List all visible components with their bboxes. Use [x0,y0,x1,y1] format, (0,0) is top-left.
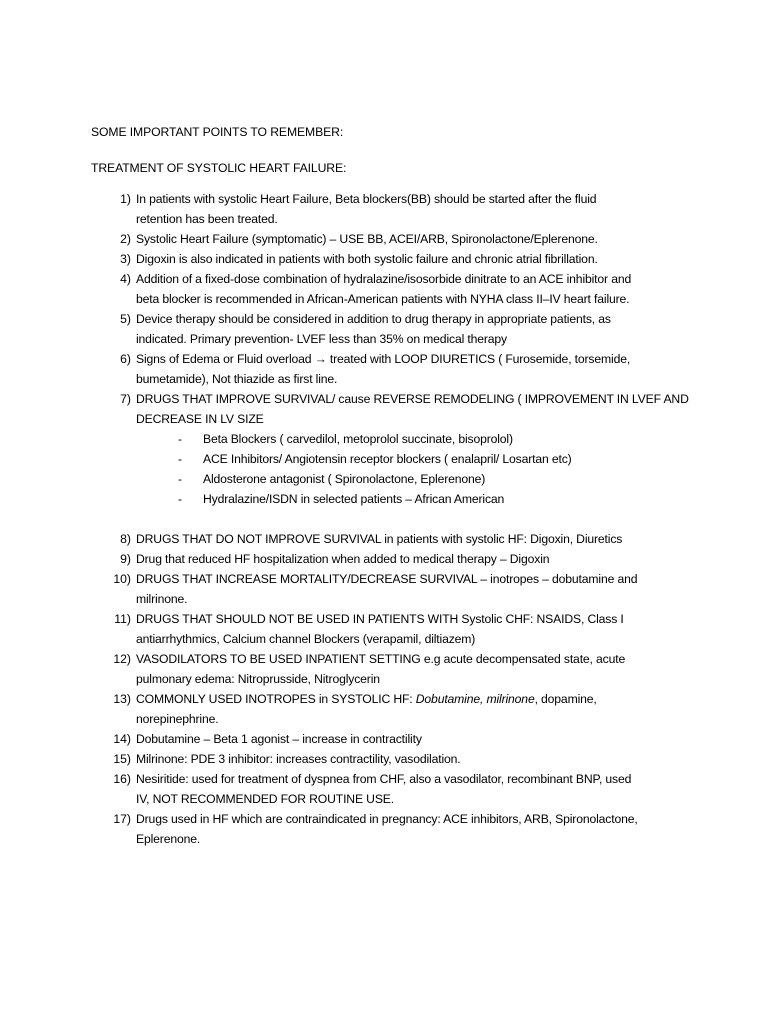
list-number: 1) [120,192,131,206]
list-item-line: DRUGS THAT IMPROVE SURVIVAL/ cause REVERSE REMODELING ( IMPROVEMENT IN LVEF AND [136,392,689,406]
list-item-line: Addition of a fixed-dose combination of hydralazine/isosorbide dinitrate to an ACE inhibitor and [136,272,632,286]
list-item-line: Nesiritide: used for treatment of dyspnea from CHF, also a vasodilator, recombinant BNP, used [136,772,632,786]
list-item-line: norepinephrine. [136,712,219,726]
list-item-line: Milrinone: PDE 3 inhibitor: increases contractility, vasodilation. [136,752,461,766]
list-item-line: antiarrhythmics, Calcium channel Blockers (verapamil, diltiazem) [136,632,476,646]
list-number: 2) [120,232,131,246]
list-item-line: bumetamide), Not thiazide as first line. [136,372,338,386]
section-title: TREATMENT OF SYSTOLIC HEART FAILURE: [91,161,347,175]
list-item-line: DRUGS THAT INCREASE MORTALITY/DECREASE SURVIVAL – inotropes – dobutamine and [136,572,638,586]
list-item-line: Drug that reduced HF hospitalization when added to medical therapy – Digoxin [136,552,550,566]
sub-list-item: Aldosterone antagonist ( Spironolactone, Eplerenone) [203,472,486,486]
list-item-line: Drugs used in HF which are contraindicated in pregnancy: ACE inhibitors, ARB, Spironolactone, [136,812,638,826]
list-number: 6) [120,352,131,366]
list-number: 15) [113,752,131,766]
list-item-line: IV, NOT RECOMMENDED FOR ROUTINE USE. [136,792,395,806]
list-number: 17) [113,812,131,826]
list-number: 12) [113,652,131,666]
list-number: 9) [120,552,131,566]
sub-list-item: Hydralazine/ISDN in selected patients – African American [203,492,505,506]
list-item-tail: , dopamine, [534,692,597,706]
bullet-dash: - [178,432,183,446]
list-number: 8) [120,532,131,546]
list-item-line: pulmonary edema: Nitroprusside, Nitroglycerin [136,672,380,686]
list-number: 10) [113,572,131,586]
list-item-line: Signs of Edema or Fluid overload → treated with LOOP DIURETICS ( Furosemide, torsemide, [136,352,631,366]
list-number: 13) [113,692,131,706]
list-item-line: VASODILATORS TO BE USED INPATIENT SETTING e.g acute decompensated state, acute [136,652,626,666]
italic-drug-names: Dobutamine, milrinone [415,692,535,706]
list-item-line: indicated. Primary prevention- LVEF less than 35% on medical therapy [136,332,507,346]
list-item-line: Dobutamine – Beta 1 agonist – increase in contractility [136,732,422,746]
list-item-line: DRUGS THAT DO NOT IMPROVE SURVIVAL in patients with systolic HF: Digoxin, Diuretics [136,532,623,546]
list-number: 3) [120,252,131,266]
bullet-dash: - [178,472,183,486]
sub-list-item: ACE Inhibitors/ Angiotensin receptor blockers ( enalapril/ Losartan etc) [203,452,572,466]
list-number: 11) [114,612,131,626]
list-number: 5) [120,312,131,326]
list-item-line: DRUGS THAT SHOULD NOT BE USED IN PATIENTS WITH Systolic CHF: NSAIDS, Class I [136,612,624,626]
list-number: 7) [120,392,131,406]
sub-list-item: Beta Blockers ( carvedilol, metoprolol succinate, bisoprolol) [203,432,513,446]
list-number: 16) [113,772,131,786]
list-item-line: beta blocker is recommended in African-American patients with NYHA class II–IV heart failure. [136,292,630,306]
bullet-dash: - [178,492,183,506]
list-item-line: milrinone. [136,592,188,606]
list-item-line: Device therapy should be considered in addition to drug therapy in appropriate patients, as [136,312,611,326]
list-number: 4) [120,272,131,286]
list-item-line: In patients with systolic Heart Failure, Beta blockers(BB) should be started after the fluid [136,192,597,206]
page-title: SOME IMPORTANT POINTS TO REMEMBER: [91,125,344,139]
bullet-dash: - [178,452,183,466]
list-item-line [136,692,597,706]
list-item-line: Eplerenone. [136,832,201,846]
list-item-text: COMMONLY USED INOTROPES in SYSTOLIC HF: [136,692,416,706]
list-item-line: Systolic Heart Failure (symptomatic) – USE BB, ACEI/ARB, Spironolactone/Eplerenone. [136,232,598,246]
list-item-line: DECREASE IN LV SIZE [136,412,264,426]
list-item-line: retention has been treated. [136,212,278,226]
list-item-line: Digoxin is also indicated in patients with both systolic failure and chronic atrial fibrillation. [136,252,598,266]
list-number: 14) [113,732,131,746]
